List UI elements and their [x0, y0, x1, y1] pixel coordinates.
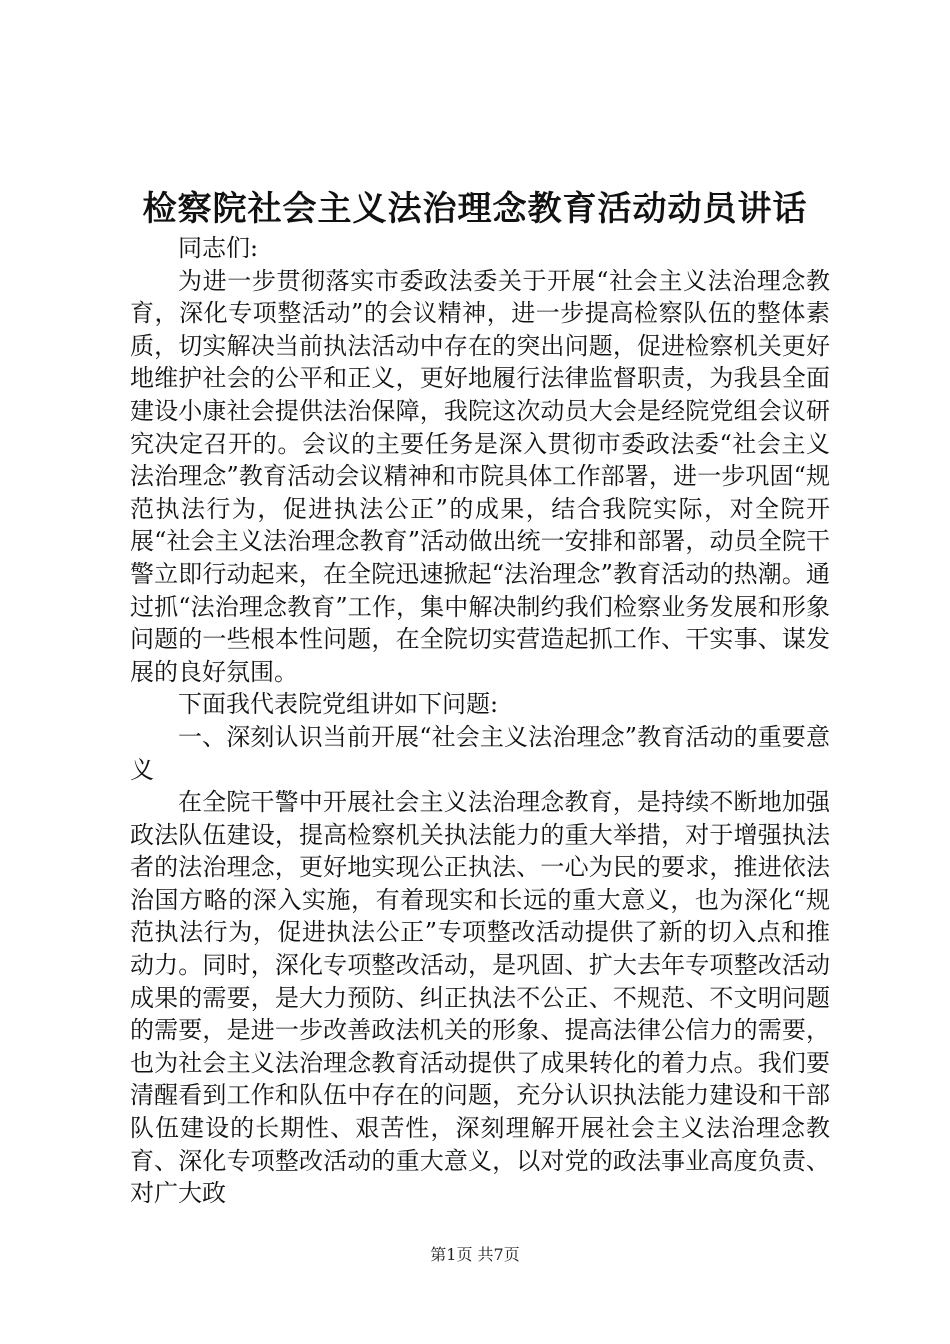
section-paragraph: 在全院干警中开展社会主义法治理念教育，是持续不断地加强政法队伍建设，提高检察机关执法能力的重大举措，对于增强执法者的法治理念，更好地实现公正执法、一心为民的要求，推进依法治国方略的深入实施，有着现实和长远的重大意义，也为深化“规范执法行为，促进执法公正”专项整改活动提供了新的切入点和推动力。同时，深化专项整改活动，是巩固、扩大去年专项整改活动成果的需要，是大力预防、纠正执法不公正、不规范、不文明问题的需要，是进一步改善政法机关的形象、提高法律公信力的需要，也为社会主义法治理念教育活动提供了成果转化的着力点。我们要清醒看到工作和队伍中存在的问题，充分认识执法能力建设和干部队伍建设的长期性、艰苦性，深刻理解开展社会主义法治理念教育、深化专项整改活动的重大意义，以对党的政法事业高度负责、对广大政 [130, 788, 830, 1208]
document-title: 检察院社会主义法治理念教育活动动员讲话 [142, 189, 808, 229]
document-body [130, 232, 830, 1210]
transition-paragraph: 下面我代表院党组讲如下问题: [178, 690, 499, 719]
page-number-footer: 第1页 共7页 [430, 1245, 520, 1264]
section-heading: 一、深刻认识当前开展“社会主义法治理念”教育活动的重要意义 [130, 722, 830, 784]
salutation-paragraph: 同志们: [178, 234, 259, 262]
intro-paragraph: 为进一步贯彻落实市委政法委关于开展“社会主义法治理念教育，深化专项整活动”的会议精神，进一步提高检察队伍的整体素质，切实解决当前执法活动中存在的突出问题，促进检察机关更好地维护社会的公平和正义，更好地履行法律监督职责，为我县全面建设小康社会提供法治保障，我院这次动员大会是经院党组会议研究决定召开的。会议的主要任务是深入贯彻市委政法委“社会主义法治理念”教育活动会议精神和市院具体工作部署，进一步巩固“规范执法行为，促进执法公正”的成果，结合我院实际，对全院开展“社会主义法治理念教育”活动做出统一安排和部署，动员全院干警立即行动起来，在全院迅速掀起“法治理念”教育活动的热潮。通过抓“法治理念教育”工作，集中解决制约我们检察业务发展和形象问题的一些根本性问题，在全院切实营造起抓工作、干实事、谋发展的良好氛围。 [130, 266, 830, 686]
